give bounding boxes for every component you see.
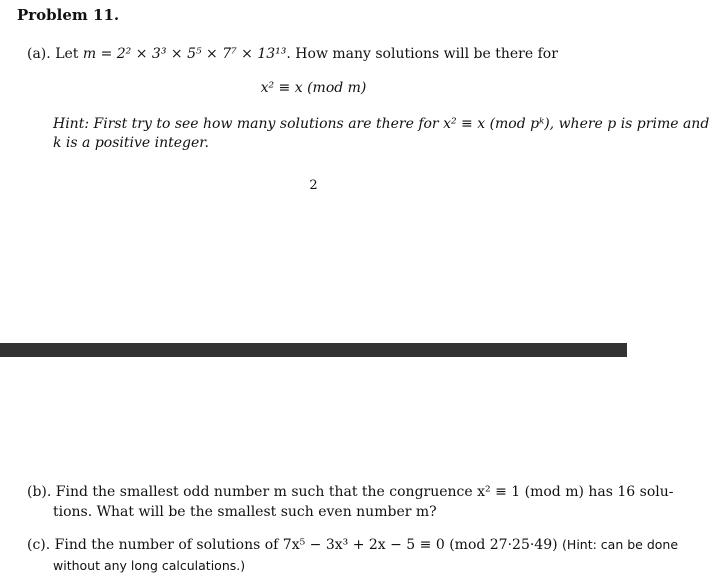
part-c-text-1: Find the number of solutions of 7x⁵ − 3x³ + 2x − 5 ≡ 0 (mod 27·25·49)	[54, 537, 558, 553]
part-c-line-2: without any long calculations.)	[53, 558, 246, 573]
part-b-line-2: tions. What will be the smallest such even number m?	[53, 504, 437, 520]
page-number: 2	[309, 178, 318, 193]
part-c-line-1	[27, 537, 678, 553]
part-a-text-pre: Let	[55, 46, 79, 62]
part-a-label: (a).	[27, 46, 51, 62]
part-a-hint-line-1: Hint: First try to see how many solutions are there for x² ≡ x (mod pᵏ), where p is prime and	[53, 116, 709, 132]
part-a-line	[27, 46, 558, 62]
part-b-line-1	[27, 484, 673, 500]
part-a-modulus-expression: m = 2² × 3³ × 5⁵ × 7⁷ × 13¹³	[82, 46, 287, 62]
part-b-text-1: Find the smallest odd number m such that the congruence x² ≡ 1 (mod m) has 16 solu-	[55, 484, 674, 500]
part-b-label: (b).	[27, 484, 52, 500]
part-a-text-post: . How many solutions will be there for	[286, 46, 558, 62]
part-c-label: (c).	[27, 537, 51, 553]
part-a-congruence: x² ≡ x (mod m)	[260, 80, 367, 96]
part-c-hint: (Hint: can be done	[562, 537, 679, 552]
page-divider	[0, 343, 627, 357]
problem-title: Problem 11.	[17, 6, 120, 24]
part-a-hint-line-2: k is a positive integer.	[53, 135, 209, 151]
